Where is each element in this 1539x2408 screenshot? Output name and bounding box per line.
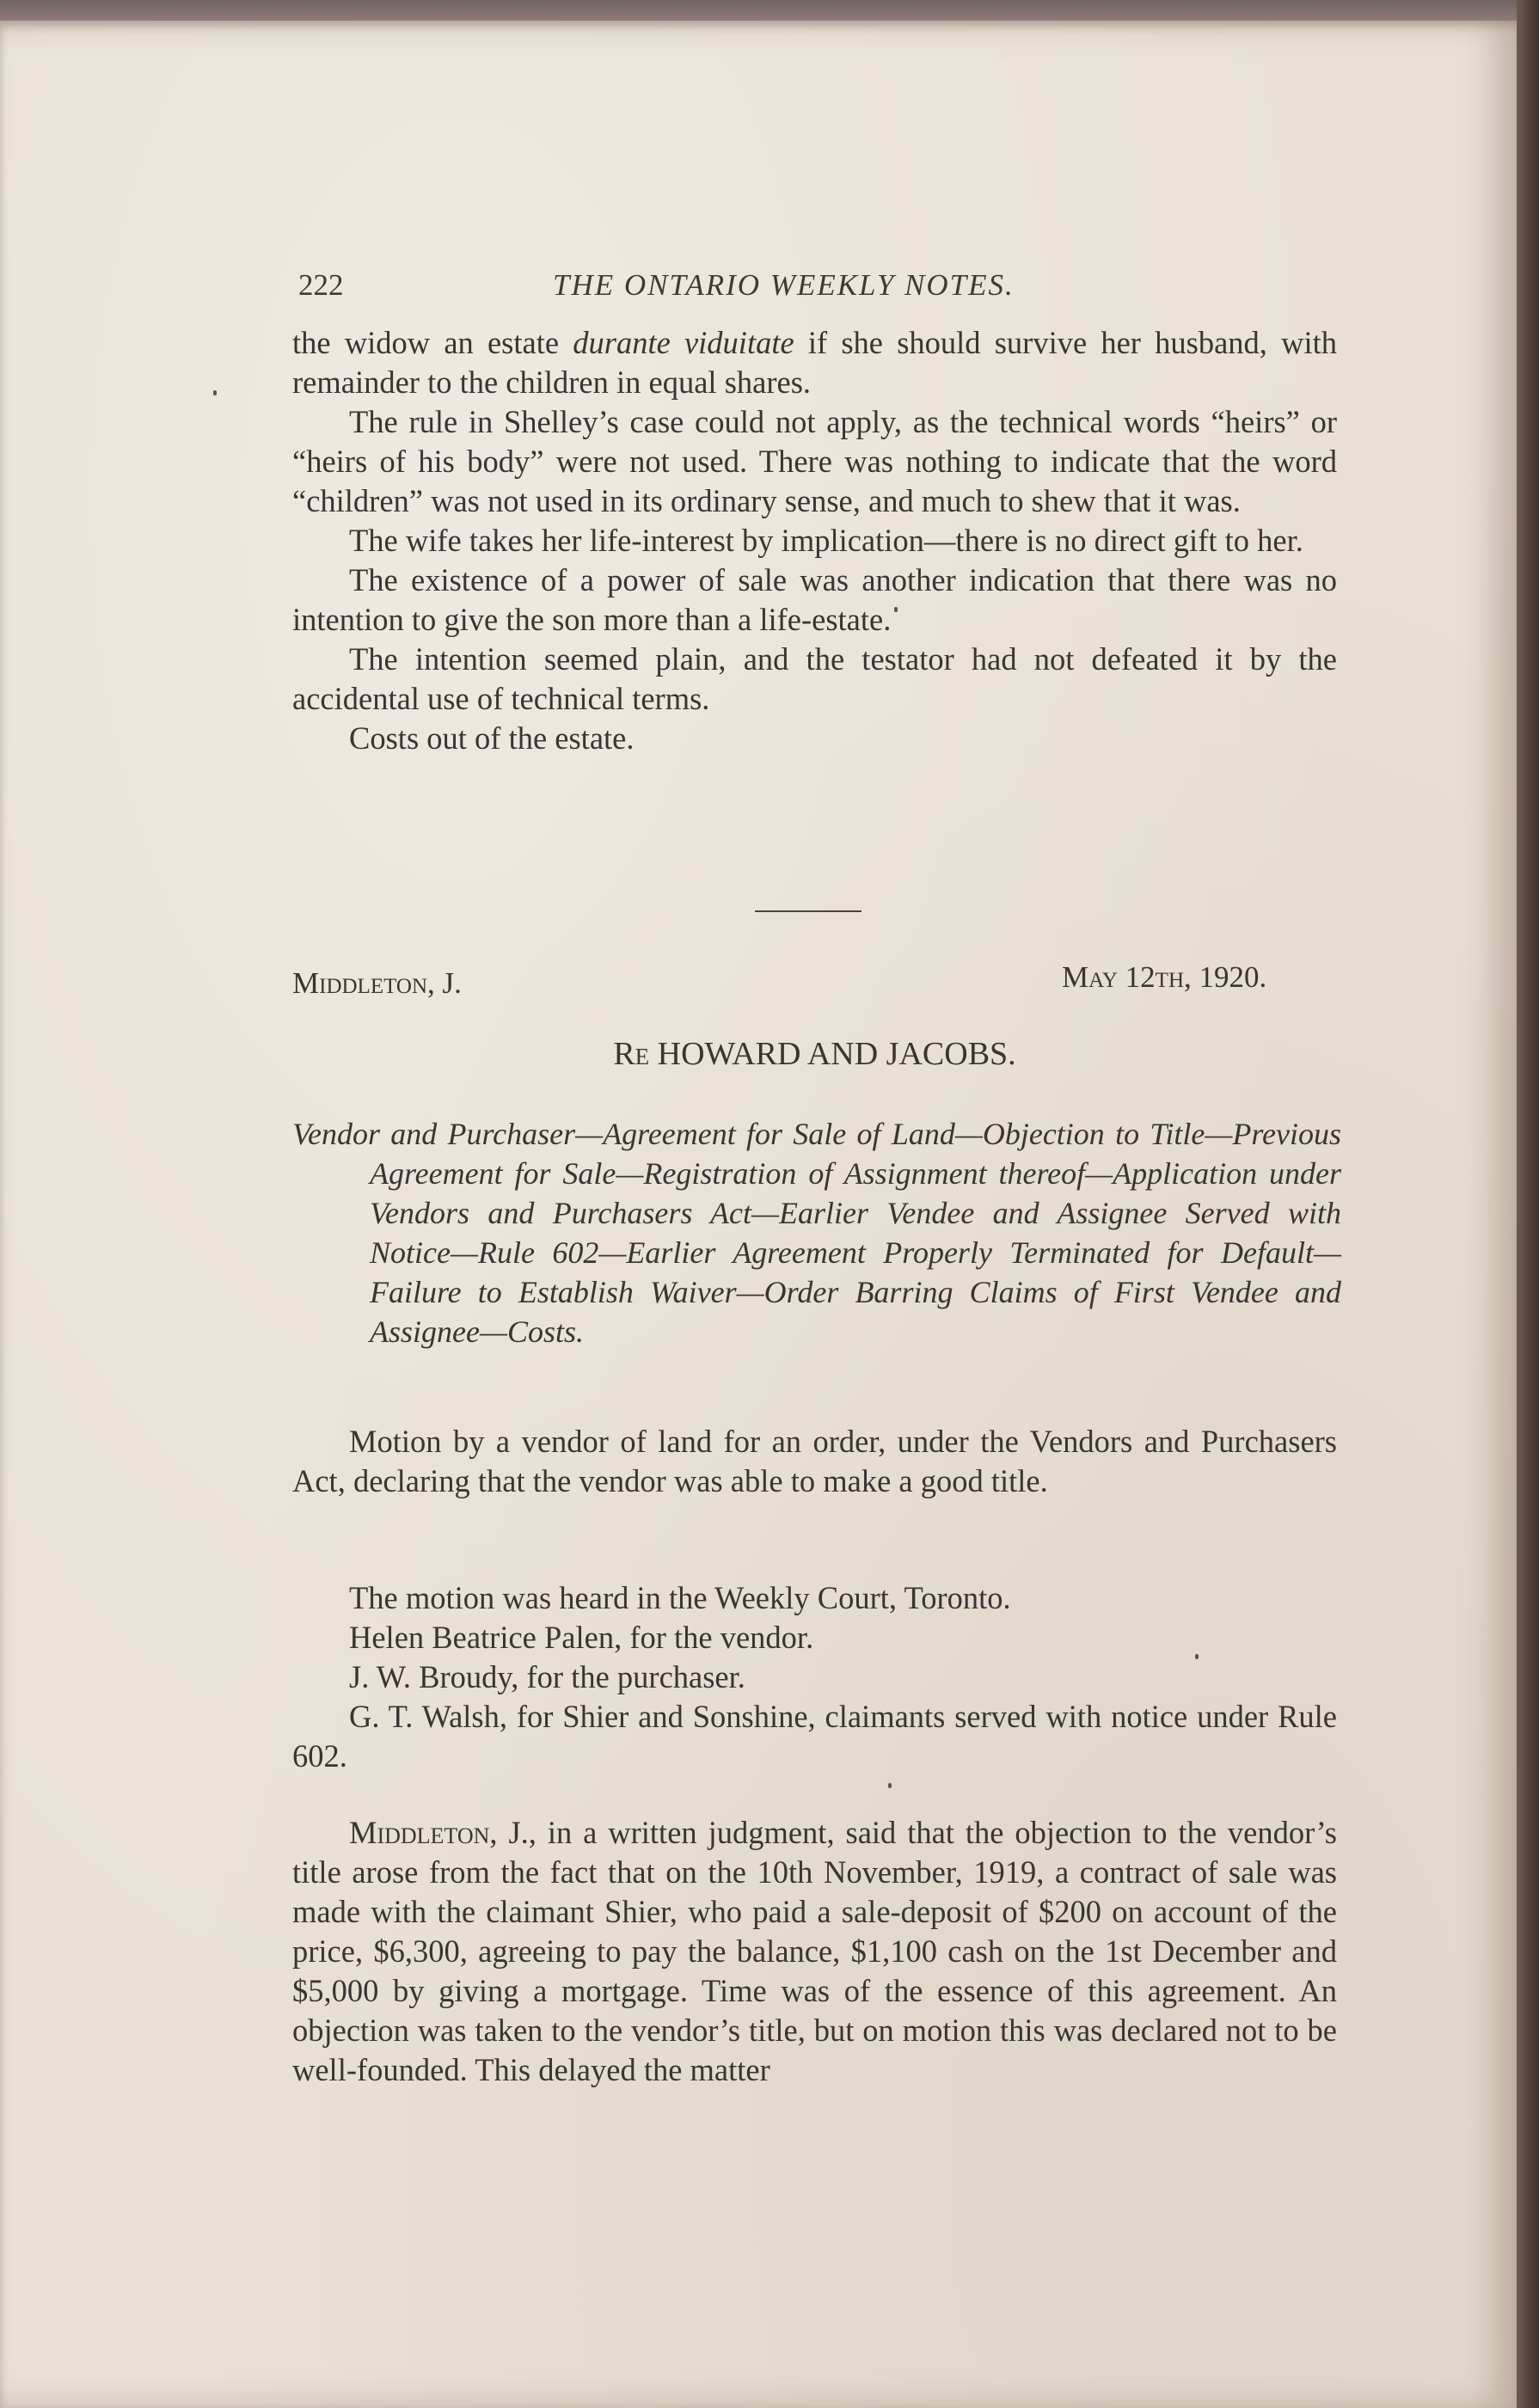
judgment-text: , in a written judgment, said that the objection to the vendor’s title arose from the fact that on the 10th November, 1919, a contract of sale was made with the claimant Shier, who paid a sale-deposit of $200 on account of the price, $6,300, agreeing to pay the balance, $1,100 cash on the 1st December and $5,000 by giving a mortgage. Time was of the essence of this agreement. An objection was taken to the vendor’s title, but on motion this was declared not to be well-founded. This delayed the matter <box>292 1815 1337 2087</box>
counsel-line: G. T. Walsh, for Shier and Sonshine, claimants served with notice under Rule 602. <box>292 1699 1337 1774</box>
counsel-line: J. W. Broudy, for the purchaser. <box>349 1659 745 1694</box>
paper-speck <box>894 607 898 612</box>
hearing-and-counsel <box>292 1578 1337 1776</box>
paragraph: The existence of a power of sale was another indication that there was no intention to give the son more than a life-estate. <box>292 562 1337 637</box>
running-title: THE ONTARIO WEEKLY NOTES. <box>553 268 1015 302</box>
paragraph <box>292 1813 1337 2090</box>
decision-date: May 12th, 1920. <box>1062 960 1267 994</box>
previous-case-conclusion <box>292 323 1337 758</box>
paper-speck <box>213 390 217 395</box>
paragraph: Motion by a vendor of land for an order, under the Vendors and Purchasers Act, declaring that the vendor was able to make a good title. <box>292 1424 1337 1498</box>
text-run: the widow an estate <box>292 325 573 360</box>
book-page <box>0 21 1520 2408</box>
judge-name: Middleton, J. <box>292 966 462 1000</box>
paragraph: The intention seemed plain, and the testator had not defeated it by the accidental use of technical terms. <box>292 641 1337 716</box>
page-number: 222 <box>298 268 344 302</box>
paper-speck <box>888 1783 892 1788</box>
counsel-line: Helen Beatrice Palen, for the vendor. <box>349 1620 814 1655</box>
paragraph: The wife takes her life-interest by implication—there is no direct gift to her. <box>349 523 1303 558</box>
case-title-prefix: Re <box>613 1036 650 1072</box>
paragraph: Costs out of the estate. <box>349 720 635 756</box>
book-top-edge <box>0 0 1539 21</box>
latin-term: durante viduitate <box>573 325 794 360</box>
book-spine-edge <box>1517 0 1539 2408</box>
judgment-paragraph <box>292 1813 1337 2090</box>
paper-speck <box>1195 1654 1199 1659</box>
motion-paragraph <box>292 1422 1337 1501</box>
text-run: if she should survive her husband, with remainder to the children in equal shares. <box>292 325 1337 400</box>
case-title <box>292 1035 1337 1073</box>
judge-reference: Middleton, J. <box>349 1815 529 1850</box>
paragraph: The rule in Shelley’s case could not apply, as the technical words “heirs” or “heirs of his body” were not used. There was nothing to indicate that the word “children” was not used in its ordinary sense, and much to shew that it was. <box>292 404 1337 518</box>
case-title-name: HOWARD AND JACOBS. <box>649 1036 1016 1072</box>
section-divider <box>755 910 861 912</box>
hearing-line: The motion was heard in the Weekly Court, Toronto. <box>349 1580 1011 1615</box>
case-headnote: Vendor and Purchaser—Agreement for Sale of Land—Objection to Title—Previous Agreement for Sale—Registration of Assignment thereof—Application under Vendors and Purchasers Act—Earlier Vendee and Assignee Served with Notice—Rule 602—Earlier Agreement Properly Terminated for Default—Failure to Establish Waiver—Order Barring Claims of First Vendee and Assignee—Costs. <box>292 1117 1341 1349</box>
paragraph <box>292 323 1337 402</box>
